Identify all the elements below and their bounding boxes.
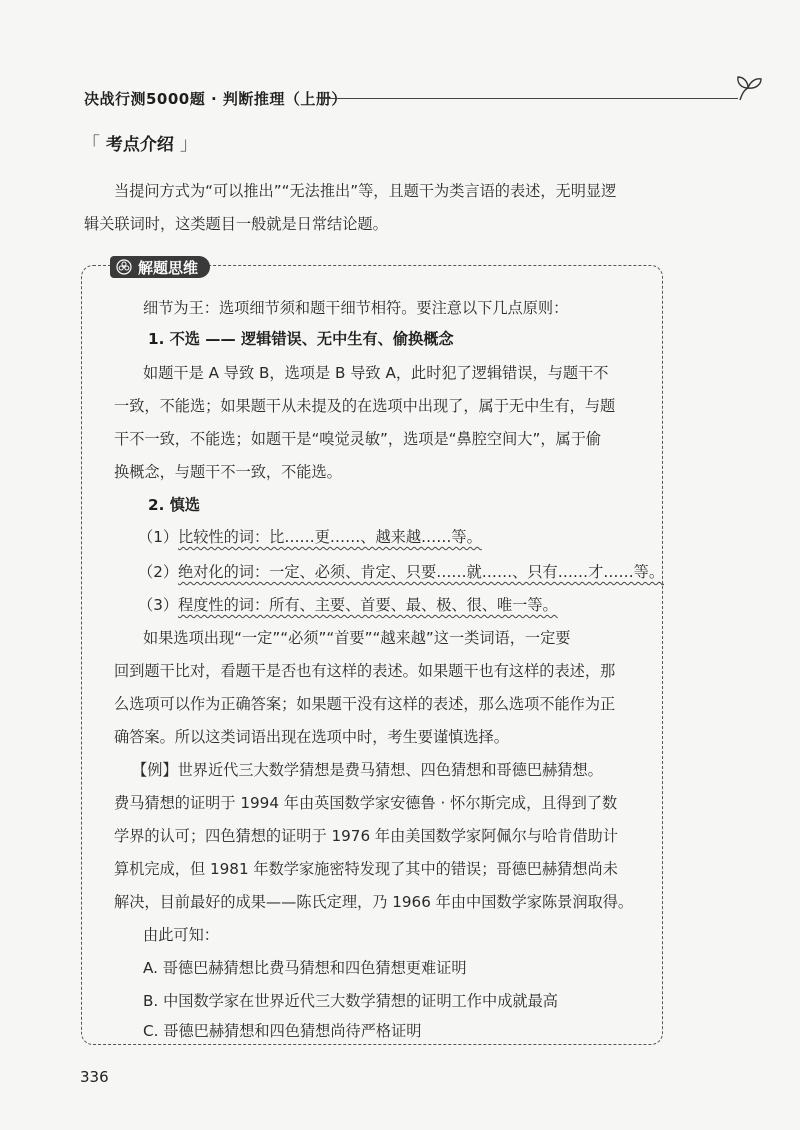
rule1-line: 一致，不能选；如果题干从未提及的在选项中出现了，属于无中生有，与题	[114, 397, 616, 415]
book-title: 决战行测5000题 · 判断推理（上册）	[84, 90, 347, 108]
flower-icon	[116, 259, 132, 275]
section-open-bracket: 「	[82, 134, 100, 155]
sprout-icon	[732, 70, 764, 104]
box-tab-label: 解题思维	[138, 258, 199, 277]
intro-line: 辑关联词时，这类题目一般就是日常结论题。	[84, 215, 388, 233]
header-rule	[320, 98, 738, 99]
rule2-item-text: 绝对化的词：一定、必须、肯定、只要……就……、只有……才……等。	[178, 563, 665, 581]
example-line: 费马猜想的证明于 1994 年由英国数学家安德鲁 · 怀尔斯完成，且得到了数	[114, 794, 618, 812]
example-line: 学界的认可；四色猜想的证明于 1976 年由美国数学家阿佩尔与哈肯借助计	[114, 827, 618, 845]
rule1-line: 干不一致，不能选；如题干是“嗅觉灵敏”，选项是“鼻腔空间大”，属于偷	[114, 430, 602, 448]
rule1-heading: 1. 不选 —— 逻辑错误、无中生有、偷换概念	[148, 330, 454, 348]
section-close-bracket: 」	[179, 134, 198, 155]
lead-line: 细节为王：选项细节须和题干细节相符。要注意以下几点原则：	[143, 299, 569, 317]
rule2-item	[138, 526, 482, 547]
rule2-item-text: 比较性的词：比……更……、越来越……等。	[178, 528, 482, 546]
rule2-line: 么选项可以作为正确答案；如果题干没有这样的表述，那么选项不能作为正	[114, 695, 616, 713]
answer-option-b: B. 中国数学家在世界近代三大数学猜想的证明工作中成就最高	[143, 992, 558, 1010]
rule2-item-number: （3）	[138, 596, 179, 614]
answer-option-c: C. 哥德巴赫猜想和四色猜想尚待严格证明	[143, 1022, 422, 1040]
example-line: 解决，目前最好的成果——陈氏定理，乃 1966 年由中国数学家陈景润取得。	[114, 893, 634, 911]
rule1-line: 换概念，与题干不一致，不能选。	[114, 463, 342, 481]
rule2-item	[138, 594, 558, 615]
page-number: 336	[80, 1068, 109, 1086]
rule2-item-text: 程度性的词：所有、主要、首要、最、极、很、唯一等。	[178, 596, 558, 614]
box-tab	[110, 256, 210, 278]
rule2-heading: 2. 慎选	[148, 496, 200, 514]
section-title-text: 考点介绍	[105, 135, 174, 155]
example-line: 算机完成，但 1981 年数学家施密特发现了其中的错误；哥德巴赫猜想尚未	[114, 860, 618, 878]
intro-paragraph	[84, 175, 670, 241]
answer-option-a: A. 哥德巴赫猜想比费马猜想和四色猜想更难证明	[143, 959, 467, 977]
rule1-line: 如题干是 A 导致 B，选项是 B 导致 A，此时犯了逻辑错误，与题干不	[143, 364, 609, 382]
running-header	[80, 84, 680, 116]
rule2-item-number: （2）	[138, 563, 179, 581]
question-prompt: 由此可知：	[143, 926, 219, 944]
rule2-line: 如果选项出现“一定”“必须”“首要”“越来越”这一类词语，一定要	[143, 629, 571, 647]
example-line: 【例】世界近代三大数学猜想是费马猜想、四色猜想和哥德巴赫猜想。	[132, 761, 603, 779]
rule2-line: 回到题干比对，看题干是否也有这样的表述。如果题干也有这样的表述，那	[114, 662, 616, 680]
rule2-item	[138, 561, 664, 582]
rule2-item-number: （1）	[138, 528, 179, 546]
rule2-line: 确答案。所以这类词语出现在选项中时，考生要谨慎选择。	[114, 728, 509, 746]
intro-line: 当提问方式为“可以推出”“无法推出”等，且题干为类言语的表述，无明显逻	[114, 182, 617, 200]
section-title	[82, 130, 198, 156]
